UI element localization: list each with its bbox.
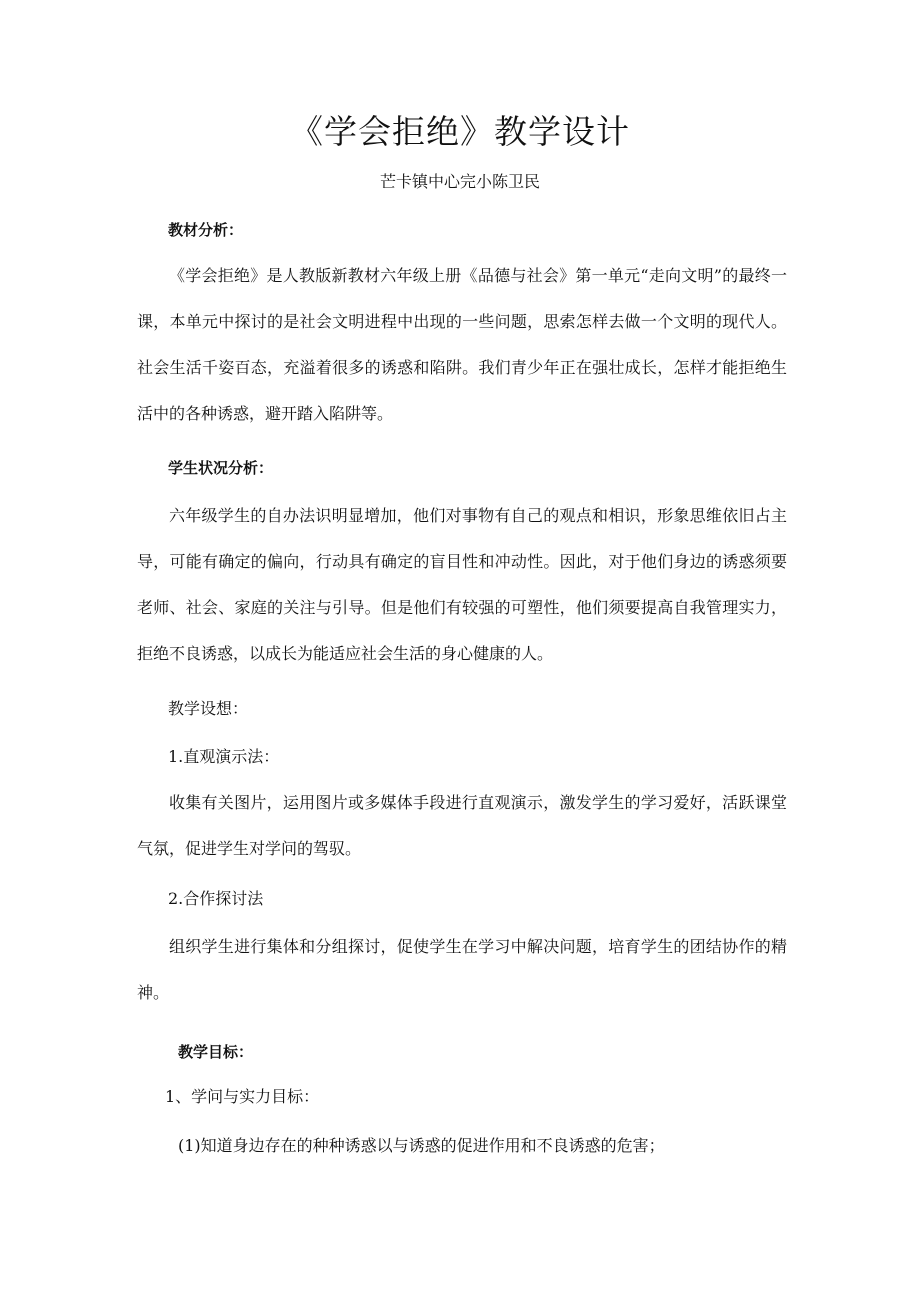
material-analysis-text: 《学会拒绝》是人教版新教材六年级上册《品德与社会》第一单元“走向文明”的最终一课，本单元中探讨的是社会文明进程中出现的一些问题，思索怎样去做一个文明的现代人。社会生活千姿百态，充溢着很多的诱惑和陷阱。我们青少年正在强壮成长，怎样才能拒绝生活中的各种诱惑，避开踏入陷阱等。 (137, 266, 787, 423)
teaching-goals-heading: 教学目标： (178, 1043, 254, 1061)
method-1-text: 收集有关图片，运用图片或多媒体手段进行直观演示，激发学生的学习爱好，活跃课堂气氛，促进学生对学问的驾驭。 (137, 793, 787, 858)
student-analysis-text: 六年级学生的自办法识明显增加，他们对事物有自己的观点和相识，形象思维依旧占主导，可能有确定的偏向，行动具有确定的盲目性和冲动性。因此，对于他们身边的诱惑须要老师、社会、家庭的关注与引导。但是他们有较强的可塑性，他们须要提高自我管理实力，拒绝不良诱惑，以成长为能适应社会生活的身心健康的人。 (137, 506, 787, 663)
student-analysis-heading: 学生状况分析： (168, 459, 274, 477)
document-title: 《学会拒绝》教学设计 (290, 112, 630, 151)
goal-1-item-1: (1)知道身边存在的种种诱惑以与诱惑的促进作用和不良诱惑的危害； (178, 1136, 665, 1155)
material-analysis-heading: 教材分析： (168, 221, 244, 239)
method-1-heading: 1.直观演示法： (168, 747, 280, 766)
method-2-text: 组织学生进行集体和分组探讨，促使学生在学习中解决问题，培育学生的团结协作的精神。 (137, 937, 787, 1002)
method-2-heading: 2.合作探讨法 (168, 889, 264, 908)
document-author: 芒卡镇中心完小陈卫民 (379, 172, 540, 191)
goal-1-heading: 1、学问与实力目标： (165, 1087, 320, 1106)
teaching-idea-heading: 教学设想： (168, 699, 249, 718)
